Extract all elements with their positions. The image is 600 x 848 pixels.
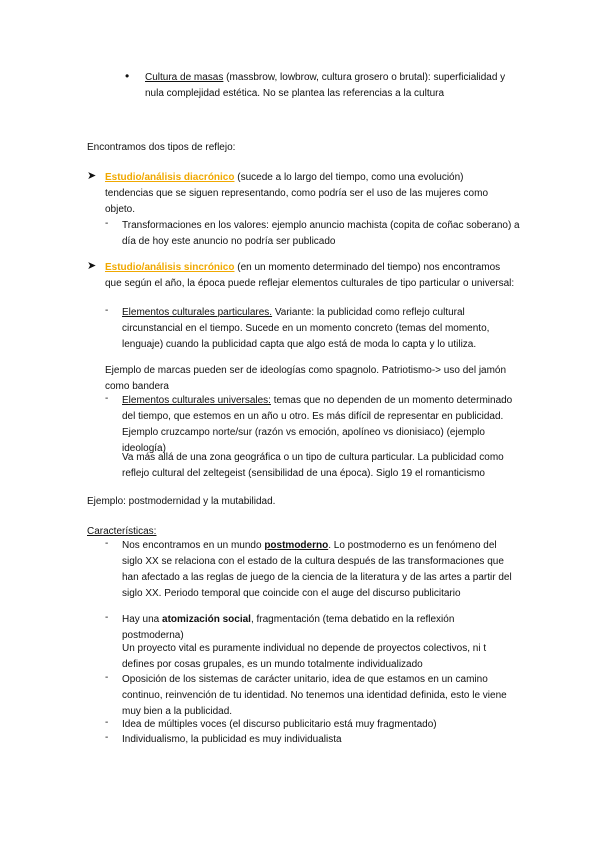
dash-bullet-icon: - [105, 672, 109, 683]
particulares-item [122, 305, 517, 353]
arrow-bullet-icon: ➤ [87, 260, 97, 272]
intro-line: Encontramos dos tipos de reflejo: [87, 142, 236, 153]
dash-bullet-icon: - [105, 732, 109, 743]
arrow-bullet-icon: ➤ [87, 170, 97, 182]
caracteristica-item-2: Hay una atomización social, fragmentación (tema debatido en la reflexión postmoderna) [122, 614, 455, 641]
universales-item [122, 393, 517, 457]
dash-bullet-icon: - [105, 538, 109, 549]
caracteristica-item-2-extra: Un proyecto vital es puramente individual no depende de proyectos colectivos, ni t defines por cosas grupales, es un mundo totalmente individualizado [122, 643, 487, 670]
caracteristicas-heading: Características: [87, 526, 157, 537]
bullet-dot-icon: • [125, 69, 130, 83]
dash-bullet-icon: - [105, 218, 109, 229]
dash-bullet-icon: - [105, 305, 109, 316]
sincronico-item [105, 260, 515, 292]
dash-bullet-icon: - [105, 393, 109, 404]
diacronico-text: (sucede a lo largo del tiempo, como una evolución) tendencias que se siguen representando, como podría ser el uso de las mujeres como objeto. [105, 172, 489, 215]
top-bullet-item [145, 70, 517, 102]
caracteristica-item-1: Nos encontramos en un mundo postmoderno. Lo postmoderno es un fenómeno del siglo XX se relaciona con el estado de la cultura después de las transformaciones que han afectado a las reglas de juego de la ciencia de la literatura y de las artes a partir del siglo XX. Periodo temporal que coincide con el auge del discurso publicitario [122, 540, 512, 599]
caracteristica-item-3: Oposición de los sistemas de carácter unitario, idea de que estamos en un camino continuo, reinvención de tu identidad. No tenemos una identidad definida, esto le viene muy bien a la publicidad. [122, 674, 507, 717]
caracteristica-item-4: Idea de múltiples voces (el discurso publicitario está muy fragmentado) [122, 719, 437, 730]
cultura-masas-title: Cultura de masas [145, 72, 224, 83]
particulares-title: Elementos culturales particulares. [122, 307, 273, 318]
universales-title: Elementos culturales universales: [122, 395, 271, 406]
universales-text: temas que no dependen de un momento determinado del tiempo, que estemos en un año u otro. Es más difícil de representar en publicidad. Ejemplo cruzcampo norte/sur (razón vs emoción, apolíneo vs dionisiaco) (ejemplo ideología) [122, 395, 513, 454]
diacronico-sub: Transformaciones en los valores: ejemplo anuncio machista (copita de coñac soberano) a día de hoy este anuncio no podría ser publicado [122, 220, 520, 247]
example-postmodernidad: Ejemplo: postmodernidad y la mutabilidad. [87, 496, 276, 507]
cultura-masas-text: (massbrow, lowbrow, cultura grosero o brutal): superficialidad y nula complejidad estética. No se plantea las referencias a la cultura [145, 72, 506, 99]
diacronico-title: Estudio/análisis diacrónico [105, 172, 235, 183]
example-marcas: Ejemplo de marcas pueden ser de ideologías como spagnolo. Patriotismo-> uso del jamón como bandera [105, 365, 507, 392]
diacronico-item [105, 170, 510, 218]
dash-bullet-icon: - [105, 717, 109, 728]
sincronico-text: (en un momento determinado del tiempo) nos encontramos que según el año, la época puede reflejar elementos culturales de tipo particular o universal: [105, 262, 515, 289]
sincronico-title: Estudio/análisis sincrónico [105, 262, 235, 273]
particulares-text: Variante: la publicidad como reflejo cultural circunstancial en el tiempo. Sucede en un momento concreto (temas del momento, lenguaje) cuando la publicidad capta que algo está de moda lo capta y lo utiliza. [122, 307, 490, 350]
caracteristica-item-5: Individualismo, la publicidad es muy individualista [122, 734, 342, 745]
dash-bullet-icon: - [105, 612, 109, 623]
universales-extra: Va más allá de una zona geográfica o un tipo de cultura particular. La publicidad como reflejo cultural del zeltegeist (sensibilidad de una época). Siglo 19 el romanticismo [122, 452, 504, 479]
